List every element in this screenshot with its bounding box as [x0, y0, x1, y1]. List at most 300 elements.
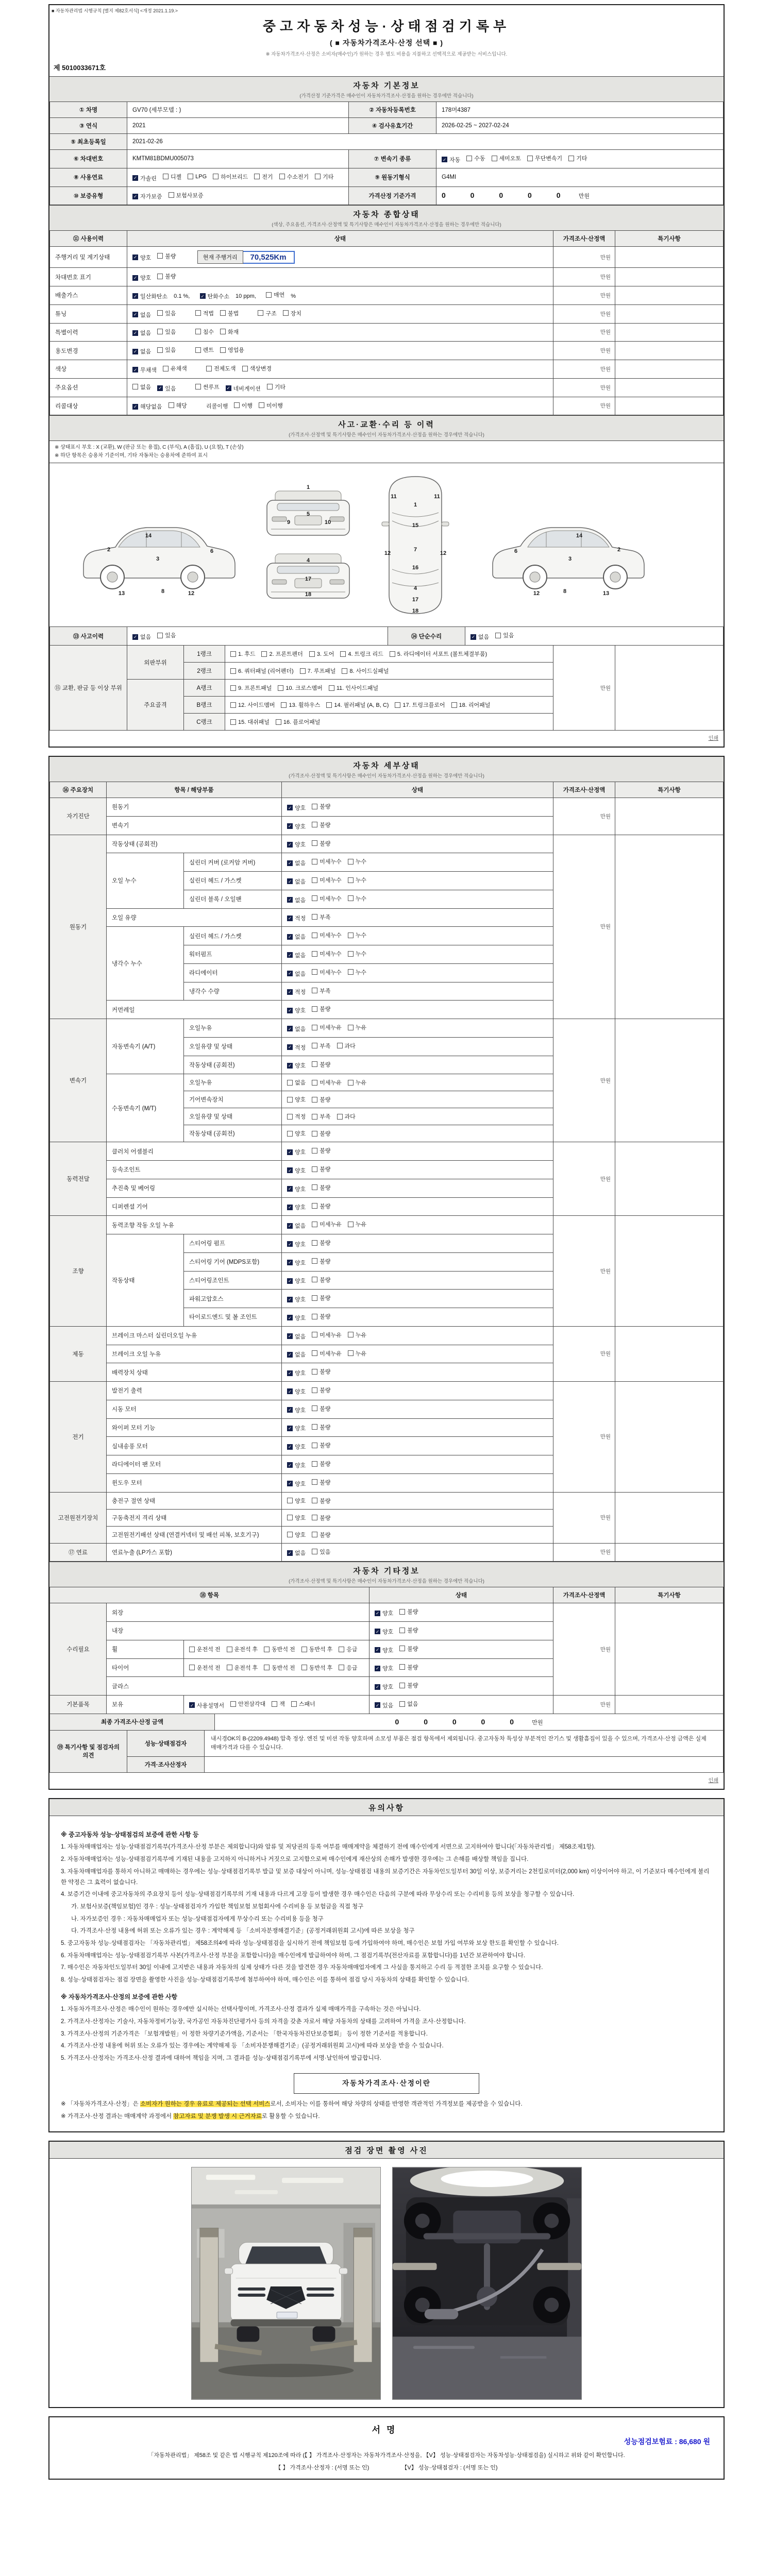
table-row	[50, 1326, 724, 1345]
state-options	[282, 798, 553, 817]
price-amount-cell: 만원	[553, 304, 615, 323]
checkbox-option[interactable]: 18. 리어패널	[451, 701, 491, 709]
panel-number: 11	[391, 494, 397, 500]
state-options	[282, 1179, 553, 1197]
checkbox-option[interactable]: 장치	[283, 309, 301, 317]
checkbox-option[interactable]: 13. 휠하우스	[281, 701, 320, 709]
checkbox-option[interactable]: 미세누수	[312, 894, 342, 903]
checkbox-option[interactable]: 누유	[348, 1331, 366, 1339]
checkbox-option[interactable]: 10. 크로스멤버	[278, 684, 322, 692]
checkbox-option[interactable]: 무단변속기	[527, 154, 562, 162]
notice-n: 8. 성능·상태점검자는 점검 장면을 촬영한 사진을 성능·상태점검기록부에 첨부하여야 하며, 매수인은 이를 통하여 점검 당시 자동차의 상태를 확인할 수 있습니다.	[61, 1977, 469, 1983]
vin-label: ⑥ 차대번호	[50, 150, 127, 168]
checkbox-option[interactable]: 스패너	[291, 1700, 315, 1708]
checkbox-option[interactable]: ✓ 양호	[288, 823, 306, 830]
checkbox-option[interactable]: 불량	[312, 1165, 330, 1173]
col-state: 상태	[282, 782, 553, 798]
checkbox-option[interactable]: ✓ 양호	[288, 1260, 306, 1266]
checkbox-option[interactable]: 14. 필러패널 (A, B, C)	[326, 701, 389, 709]
checkbox-option[interactable]: ✓ 없음	[288, 1223, 306, 1229]
checkbox-option[interactable]: 미세누수	[312, 950, 342, 958]
first-registration-label: ⑤ 최초등록일	[50, 134, 127, 150]
group-label: 제동	[50, 1326, 107, 1381]
checkbox-option[interactable]: ✓ 양호	[288, 1167, 306, 1174]
photo-row	[49, 2159, 724, 2407]
simple-repair-label: ⑭ 단순수리	[388, 627, 465, 646]
checkbox-option[interactable]: 양호	[287, 1531, 306, 1539]
checkbox-option[interactable]: ✓ 양호	[288, 805, 306, 811]
checkbox-option[interactable]: 불량	[312, 1404, 330, 1413]
checkbox-option[interactable]: 누수	[348, 968, 366, 976]
checkbox-option[interactable]: 있음	[157, 631, 176, 639]
checkbox-option[interactable]: 전기	[254, 173, 273, 181]
checkbox-option[interactable]: 미세누유	[312, 1349, 342, 1358]
item-label: 자동변속기 (A/T)	[107, 1019, 184, 1074]
checkbox-option[interactable]: ✓ 있음	[375, 1702, 394, 1709]
signature-box	[48, 2416, 725, 2480]
item-label: 동력조향 작동 오일 누유	[107, 1216, 282, 1234]
item-label: 원동기	[107, 798, 282, 817]
checkbox-option[interactable]: 기타	[267, 383, 285, 391]
checkbox-option[interactable]: 없음	[399, 1700, 418, 1708]
checkbox-option[interactable]: ✓ 양호	[288, 1370, 306, 1377]
checkbox-option[interactable]: ✓ 무채색	[133, 367, 157, 374]
checkbox-option[interactable]: 불량	[312, 1478, 330, 1486]
checkbox-option[interactable]: 12. 사이드멤버	[230, 701, 275, 709]
checkbox-option[interactable]: 불량	[312, 1367, 330, 1376]
checkbox-option[interactable]: ✓ 양호	[375, 1629, 394, 1635]
print-link[interactable]: 인쇄	[708, 736, 718, 741]
note-cell	[615, 1326, 724, 1381]
checkbox-option[interactable]: ✓ 양호	[288, 1407, 306, 1414]
item-label: 라디에이터	[184, 963, 282, 982]
panel-number: 17	[412, 597, 419, 603]
notice-n: 5. 가격조사·산정자는 가격조사·산정 결과에 대하여 책임을 지며, 그 결과를 성능·상태점검기록부에 서명·날인하여 발급합니다.	[61, 2055, 381, 2062]
checkbox-option[interactable]: ✓ 양호	[375, 1684, 394, 1690]
checkbox-option[interactable]: 양호	[287, 1095, 306, 1104]
state-options	[184, 1658, 369, 1677]
item-label: 작동상태 (공회전)	[184, 1056, 282, 1074]
item-label: 파워고압호스	[184, 1290, 282, 1308]
row-recall	[50, 397, 724, 415]
checkbox-option[interactable]: 불량	[312, 839, 330, 848]
panel-number: 8	[161, 588, 165, 595]
state-options	[282, 890, 553, 908]
state-options	[282, 908, 553, 927]
note-cell	[615, 342, 724, 360]
checkbox-option[interactable]: ✓ 양호	[288, 842, 306, 849]
checkbox-option[interactable]: ✓ 양호	[288, 1186, 306, 1193]
checkbox-option[interactable]: ✓ 양호	[375, 1666, 394, 1672]
emission-state	[127, 286, 553, 305]
state-options	[282, 1056, 553, 1074]
price-amount-cell: 만원	[553, 268, 615, 286]
etc-info-table	[49, 1587, 724, 1714]
checkbox-option[interactable]: 보험사보증	[169, 191, 204, 199]
checkbox-option[interactable]: ✓ 양호	[288, 1481, 306, 1487]
checkbox-option[interactable]: 16. 플로어패널	[276, 718, 320, 726]
checkbox-option[interactable]: 썬루프	[195, 383, 220, 391]
panel-number: 4	[306, 557, 310, 564]
checkbox-option[interactable]: ✓ 가솔린	[133, 175, 157, 182]
section-etc-header: 자동차 기타정보 (가격조사·산정액 및 특기사항은 매수인이 자동차가격조사·산정을 원하는 경우에만 적습니다)	[49, 1562, 724, 1587]
checkbox-option[interactable]: ✓ 없음	[288, 860, 306, 867]
checkbox-option[interactable]: 17. 트렁크플로어	[395, 701, 445, 709]
checkbox-option[interactable]: 누수	[348, 876, 366, 884]
checkbox-option[interactable]: 있음	[495, 631, 514, 639]
checkbox-option[interactable]: 디젤	[163, 173, 181, 181]
mileage-label: 주행거리 및 계기상태	[50, 247, 127, 268]
checkbox-option[interactable]: 8. 사이드실패널	[342, 667, 389, 675]
checkbox-option[interactable]: ✓ 없음	[288, 952, 306, 959]
checkbox-option[interactable]: ✓ 적정	[288, 1044, 306, 1051]
panel-number: 18	[305, 591, 312, 598]
checkbox-option[interactable]: 미세누수	[312, 857, 342, 866]
checkbox-option[interactable]: 불량	[312, 1239, 330, 1247]
checkbox-option[interactable]: ✓ 양호	[133, 275, 152, 281]
checkbox-option[interactable]: 불량	[312, 1095, 330, 1104]
main-options-state	[127, 378, 553, 397]
checkbox-option[interactable]: 운전석 후	[227, 1664, 258, 1672]
checkbox-option[interactable]: 구조	[258, 309, 276, 317]
item-label: 휠	[107, 1640, 184, 1658]
checkbox-option[interactable]: ✓ 양호	[288, 1462, 306, 1469]
inspection-validity-label: ④ 검사유효기간	[349, 118, 436, 134]
checkbox-option[interactable]: ✓ 없음	[133, 330, 152, 337]
page-subtitle: ( ■ 자동차가격조사·산정 선택 ■ )	[329, 39, 444, 47]
checkbox-option[interactable]: 있음	[157, 328, 176, 336]
note-cell	[615, 1603, 724, 1696]
opinions-table	[49, 1730, 724, 1773]
checkbox-option[interactable]: 부족	[312, 1112, 330, 1121]
checkbox-option[interactable]: ✓ 없음	[288, 1026, 306, 1032]
checkbox-option[interactable]: 불량	[312, 802, 330, 810]
checkbox-option[interactable]: ✓ 없음	[133, 312, 152, 318]
checkbox-option[interactable]: ✓ 네비게이션	[226, 385, 261, 392]
group-label: 동력전달	[50, 1142, 107, 1216]
checkbox-option[interactable]: 미세누수	[312, 876, 342, 884]
checkbox-option[interactable]: 양호	[287, 1497, 306, 1505]
col-item: 항목 / 해당부품	[107, 782, 282, 798]
checkbox-option[interactable]: ✓ 적정	[288, 989, 306, 996]
checkbox-option[interactable]: 미이행	[259, 401, 283, 410]
checkbox-option[interactable]: 불량	[312, 1460, 330, 1468]
state-options	[369, 1658, 553, 1677]
checkbox-option[interactable]: ✓ 없음	[288, 878, 306, 885]
vin-mark-label: 차대번호 표기	[50, 268, 127, 286]
notice-s: 다. 가격조사·산정 내용에 허위 또는 오류가 있는 경우 : 계약해제 등 「소비자분쟁해결기준」(공정거래위원회 고시)에 따른 보상을 청구	[71, 1928, 415, 1935]
checkbox-option[interactable]: 하이브리드	[213, 173, 248, 181]
checkbox-option[interactable]: 기타	[315, 173, 333, 181]
checkbox-option[interactable]: 미세누수	[312, 931, 342, 939]
checkbox-option[interactable]: 수소전기	[279, 173, 309, 181]
checkbox-option[interactable]: 운전석 후	[227, 1645, 258, 1653]
row-vin-mark	[50, 268, 724, 286]
checkbox-option[interactable]: 불량	[399, 1645, 418, 1653]
item-label: 냉각수 누수	[107, 927, 184, 1001]
checkbox-option[interactable]: 색상변경	[242, 364, 272, 372]
checkbox-option[interactable]: 응급	[339, 1664, 357, 1672]
checkbox-option[interactable]: 렌트	[195, 346, 214, 354]
checkbox-option[interactable]: 미세누수	[312, 968, 342, 976]
checkbox-option[interactable]: 수동	[466, 154, 485, 162]
checkbox-option[interactable]: 과다	[337, 1042, 356, 1050]
checkbox-option[interactable]: 양호	[287, 1129, 306, 1138]
co-value: 0.1 %,	[174, 293, 190, 299]
checkbox-option[interactable]: 3. 도어	[309, 650, 334, 658]
state-options	[282, 1326, 553, 1345]
panel-number: 17	[305, 576, 312, 583]
checkbox-option[interactable]: 있음	[312, 1548, 330, 1556]
checkbox-option[interactable]: 15. 대쉬패널	[230, 718, 270, 726]
checkbox-option[interactable]: 불량	[312, 1060, 330, 1069]
price-amount-cell: 만원	[553, 1696, 615, 1714]
checkbox-option[interactable]: 부족	[312, 913, 330, 921]
checkbox-option[interactable]: 미세누유	[312, 1023, 342, 1031]
emission-label: 배출가스	[50, 286, 127, 305]
checkbox-option[interactable]: ✓ 양호	[133, 255, 152, 261]
checkbox-option[interactable]: 적법	[195, 309, 214, 317]
checkbox-option[interactable]: 11. 인사이드패널	[329, 684, 378, 692]
checkbox-option[interactable]: 운전석 전	[189, 1664, 221, 1672]
checkbox-option[interactable]: ✓ 자동	[442, 157, 461, 163]
checkbox-option[interactable]: ✓ 없음	[288, 1333, 306, 1340]
checkbox-option[interactable]: 매연	[266, 291, 284, 299]
checkbox-option[interactable]: ✓ 양호	[288, 1149, 306, 1156]
checkbox-option[interactable]: 불량	[399, 1626, 418, 1634]
section-basic-info-header: 자동차 기본정보 (가격산정 기준가격은 매수인이 자동차가격조사·산정을 원하는 경우에만 적습니다)	[49, 76, 724, 102]
checkbox-option[interactable]: 2. 프론트펜더	[261, 650, 303, 658]
checkbox-option[interactable]: 6. 쿼터패널 (리어펜더)	[230, 667, 294, 675]
panel-number: 9	[287, 519, 291, 526]
checkbox-option[interactable]: 누수	[348, 950, 366, 958]
checkbox-option[interactable]: 불량	[312, 1005, 330, 1013]
checkbox-option[interactable]: 영업용	[220, 346, 244, 354]
checkbox-option[interactable]: 누수	[348, 894, 366, 903]
checkbox-option[interactable]: ✓ 자가보증	[133, 194, 162, 200]
current-mileage-value: 70,525Km	[243, 251, 295, 264]
checkbox-option[interactable]: 불량	[157, 252, 176, 260]
checkbox-option[interactable]: 불량	[312, 1423, 330, 1431]
special-history-state	[127, 323, 553, 342]
checkbox-option[interactable]: ✓ 사용설명서	[190, 1702, 225, 1709]
checkbox-option[interactable]: ✓ 없음	[133, 634, 152, 640]
item-label: 냉각수 수량	[184, 982, 282, 1001]
group-label: 전기	[50, 1382, 107, 1493]
checkbox-option[interactable]: 1. 후드	[230, 650, 255, 658]
checkbox-option[interactable]: 유채색	[163, 364, 187, 372]
checkbox-option[interactable]: 없음	[287, 1078, 306, 1087]
checkbox-option[interactable]: ✓ 일산화탄소	[133, 293, 168, 300]
notice-box: 자동차가격조사·산정이란	[294, 2073, 479, 2094]
checkbox-option[interactable]: ✓ 없음	[471, 634, 490, 640]
item-label: 오일유량 및 상태	[184, 1037, 282, 1056]
checkbox-option[interactable]: 동반석 전	[264, 1664, 295, 1672]
item-label: 브레이크 오일 누유	[107, 1345, 282, 1363]
checkbox-option[interactable]: 불량	[312, 1514, 330, 1522]
checkbox-option[interactable]: 해당	[169, 401, 187, 410]
checkbox-option[interactable]: 불량	[399, 1663, 418, 1671]
checkbox-option[interactable]: 양호	[287, 1514, 306, 1522]
checkbox-option[interactable]: 누유	[348, 1220, 366, 1228]
checkbox-option[interactable]: 불법	[220, 309, 239, 317]
checkbox-option[interactable]: 응급	[339, 1645, 357, 1653]
state-options	[282, 1019, 553, 1038]
usage-change-label: 용도변경	[50, 342, 127, 360]
plate-label: ② 자동차등록번호	[349, 102, 436, 118]
checkbox-option[interactable]: ✓ 없음	[133, 348, 152, 355]
checkbox-option[interactable]: ✓ 있음	[158, 385, 176, 392]
item-label: 변속기	[107, 816, 282, 835]
notice-n: 6. 자동차매매업자는 성능·상태점검기록부 사본(가격조사·산정 부분을 포함합니다)을 매수인에게 발급하여야 하며, 그 점검기록부(전산자료를 포함합니다)를 1년간 보관하여야 합니다.	[61, 1952, 526, 1959]
print-link[interactable]: 인쇄	[708, 1777, 718, 1784]
item-label: 오일누유	[184, 1019, 282, 1038]
checkbox-option[interactable]: ✓ 양호	[288, 1296, 306, 1303]
checkbox-option[interactable]: 침수	[195, 328, 214, 336]
state-options	[369, 1640, 553, 1658]
notice-body	[49, 1816, 724, 2132]
item-label: 실린더 헤드 / 가스켓	[184, 927, 282, 945]
col-price: 가격조사·산정액	[553, 231, 615, 247]
checkbox-option[interactable]: 있음	[157, 309, 176, 317]
checkbox-option[interactable]: 과다	[337, 1112, 356, 1121]
checkbox-option[interactable]: 불량	[312, 1386, 330, 1394]
checkbox-option[interactable]: 동반석 후	[301, 1645, 333, 1653]
checkbox-option[interactable]: 있음	[157, 346, 176, 354]
checkbox-option[interactable]: 화재	[220, 328, 239, 336]
row-mileage	[50, 247, 724, 268]
checkbox-option[interactable]: 잭	[272, 1700, 285, 1708]
checkbox-option[interactable]: ✓ 양호	[288, 1426, 306, 1432]
checkbox-option[interactable]: LPG	[188, 174, 207, 180]
checkbox-option[interactable]: 안전삼각대	[230, 1700, 265, 1708]
checkbox-option[interactable]: 불량	[312, 1294, 330, 1302]
checkbox-option[interactable]: 동반석 후	[301, 1664, 333, 1672]
checkbox-option[interactable]: 불량	[312, 1183, 330, 1192]
checkbox-option[interactable]: ✓ 양호	[288, 1241, 306, 1248]
note-cell	[615, 1019, 724, 1142]
checkbox-option[interactable]: 세미오토	[492, 154, 522, 162]
checkbox-option[interactable]: ✓ 없음	[288, 897, 306, 904]
checkbox-option[interactable]: ✓ 양호	[288, 1063, 306, 1070]
checkbox-option[interactable]: 미세누유	[312, 1331, 342, 1339]
checkbox-option[interactable]: 불량	[399, 1607, 418, 1616]
checkbox-option[interactable]: 이행	[234, 401, 253, 410]
checkbox-option[interactable]: 불량	[312, 821, 330, 829]
checkbox-option[interactable]: 불량	[312, 1276, 330, 1284]
checkbox-option[interactable]: 누유	[348, 1023, 366, 1031]
group-label: 자기진단	[50, 798, 107, 835]
checkbox-option[interactable]: ✓ 탄화수소	[200, 293, 230, 300]
panel-number: 3	[156, 556, 160, 563]
checkbox-option[interactable]: ✓ 양호	[375, 1647, 394, 1654]
checkbox-option[interactable]: 누수	[348, 931, 366, 939]
checkbox-option[interactable]: ✓ 해당없음	[133, 404, 162, 411]
checkbox-option[interactable]: 누유	[348, 1078, 366, 1087]
checkbox-option[interactable]: 누유	[348, 1349, 366, 1358]
checkbox-option[interactable]: 미세누유	[312, 1220, 342, 1228]
price-amount-cell: 만원	[553, 798, 615, 835]
checkbox-option[interactable]: ✓ 양호	[288, 1007, 306, 1014]
group-label: 변속기	[50, 1019, 107, 1142]
plate-value: 178머4387	[436, 102, 724, 118]
checkbox-option[interactable]: 불량	[312, 1129, 330, 1138]
price-amount-cell: 만원	[553, 360, 615, 379]
price-amount-cell: 만원	[553, 1543, 615, 1562]
checkbox-option[interactable]: ✓ 적정	[288, 916, 306, 922]
checkbox-option[interactable]: 기타	[568, 154, 587, 162]
checkbox-option[interactable]: ✓ 없음	[288, 934, 306, 940]
checkbox-option[interactable]: ✓ 양호	[288, 1388, 306, 1395]
checkbox-option[interactable]: ✓ 양호	[288, 1315, 306, 1321]
panel-number: 1	[306, 484, 310, 491]
notice-n: 1. 자동차가격조사·산정은 매수인이 원하는 경우에만 실시하는 선택사항이며, 가격조사·산정 결과가 실제 매매가격을 구속하는 것은 아닙니다.	[61, 2006, 421, 2013]
hc-value: 10 ppm,	[236, 293, 256, 299]
col-use-history: ⑪ 사용이력	[50, 231, 127, 247]
group-label: A랭크	[184, 680, 225, 697]
signature-statement: 「자동차관리법」 제58조 및 같은 법 시행규칙 제120조에 따라 (【 】 가격조사·산정자는 자동차가격조사·산정을, 【V】 성능·상태점검자는 자동차성능·상태점검을) 실시하고 위와 같이 확인합니다.	[148, 2452, 625, 2459]
checkbox-option[interactable]: 불량	[312, 1146, 330, 1155]
checkbox-option[interactable]: 적정	[287, 1112, 306, 1121]
checkbox-option[interactable]: 불량	[312, 1202, 330, 1210]
checkbox-option[interactable]: 운전석 전	[189, 1645, 221, 1653]
checkbox-option[interactable]: 9. 프론트패널	[230, 684, 272, 692]
checkbox-option[interactable]: ✓ 양호	[375, 1610, 394, 1617]
vin-value: KMTM81BDMU005073	[127, 150, 349, 168]
note-cell	[615, 397, 724, 415]
checkbox-option[interactable]: 불량	[157, 272, 176, 280]
checkbox-option[interactable]: ✓ 없음	[288, 1550, 306, 1557]
car-panel-diagram	[49, 463, 724, 627]
checkbox-option[interactable]: 5. 라디에이터 서포트 (볼트체결부품)	[390, 650, 487, 658]
checkbox-option[interactable]: 동반석 전	[264, 1645, 295, 1653]
final-price-zeros: 0 0 0 0 0	[395, 1717, 526, 1726]
section-overall-header: 자동차 종합상태 (색상, 주요옵션, 가격조사·산정액 및 특기사항은 매수인이 자동차가격조사·산정을 원하는 경우에만 적습니다)	[49, 205, 724, 231]
state-options	[282, 1234, 553, 1253]
checkbox-option[interactable]: 부족	[312, 1042, 330, 1050]
checkbox-option[interactable]: 불량	[312, 1531, 330, 1539]
checkbox-option[interactable]: 불량	[312, 1441, 330, 1449]
checkbox-option[interactable]: ✓ 없음	[288, 971, 306, 977]
checkbox-option[interactable]: ✓ 없음	[288, 1352, 306, 1359]
checkbox-option[interactable]: 불량	[399, 1681, 418, 1689]
checkbox-option[interactable]: 부족	[312, 987, 330, 995]
price-amount-cell: 만원	[553, 1492, 615, 1543]
usage-change-state	[127, 342, 553, 360]
checkbox-option[interactable]: ✓ 양호	[288, 1444, 306, 1450]
checkbox-option[interactable]: 전체도색	[206, 364, 236, 372]
checkbox-option[interactable]: 누수	[348, 857, 366, 866]
base-price-value	[436, 187, 724, 205]
state-options	[369, 1603, 553, 1622]
checkbox-option[interactable]: 4. 트렁크 리드	[340, 650, 383, 658]
item-label: 충전구 절연 상태	[107, 1492, 282, 1509]
notice-n: 4. 가격조사·산정 내용에 허위 또는 오류가 있는 경우에는 계약해제 등 「소비자분쟁해결기준」(공정거래위원회 고시)에 따라 보상을 받을 수 있습니다.	[61, 2043, 444, 2049]
checkbox-option[interactable]: ✓ 양호	[288, 1278, 306, 1285]
item-label: 오일누유	[184, 1074, 282, 1091]
checkbox-option[interactable]: ✓ 양호	[288, 1205, 306, 1211]
checkbox-option[interactable]: 미세누유	[312, 1078, 342, 1087]
item-label: 구동축전지 격리 상태	[107, 1509, 282, 1526]
checkbox-option[interactable]: 불량	[312, 1497, 330, 1505]
checkbox-option[interactable]: 7. 루프패널	[300, 667, 336, 675]
document-number: 제 5010033671호	[54, 64, 106, 72]
checkbox-option[interactable]: 없음	[132, 383, 151, 391]
checkbox-option[interactable]: 불량	[312, 1312, 330, 1320]
checkbox-option[interactable]: 불량	[312, 1257, 330, 1265]
fuel-options	[127, 168, 349, 187]
car-name-value: GV70 (세부모델 : )	[127, 102, 349, 118]
